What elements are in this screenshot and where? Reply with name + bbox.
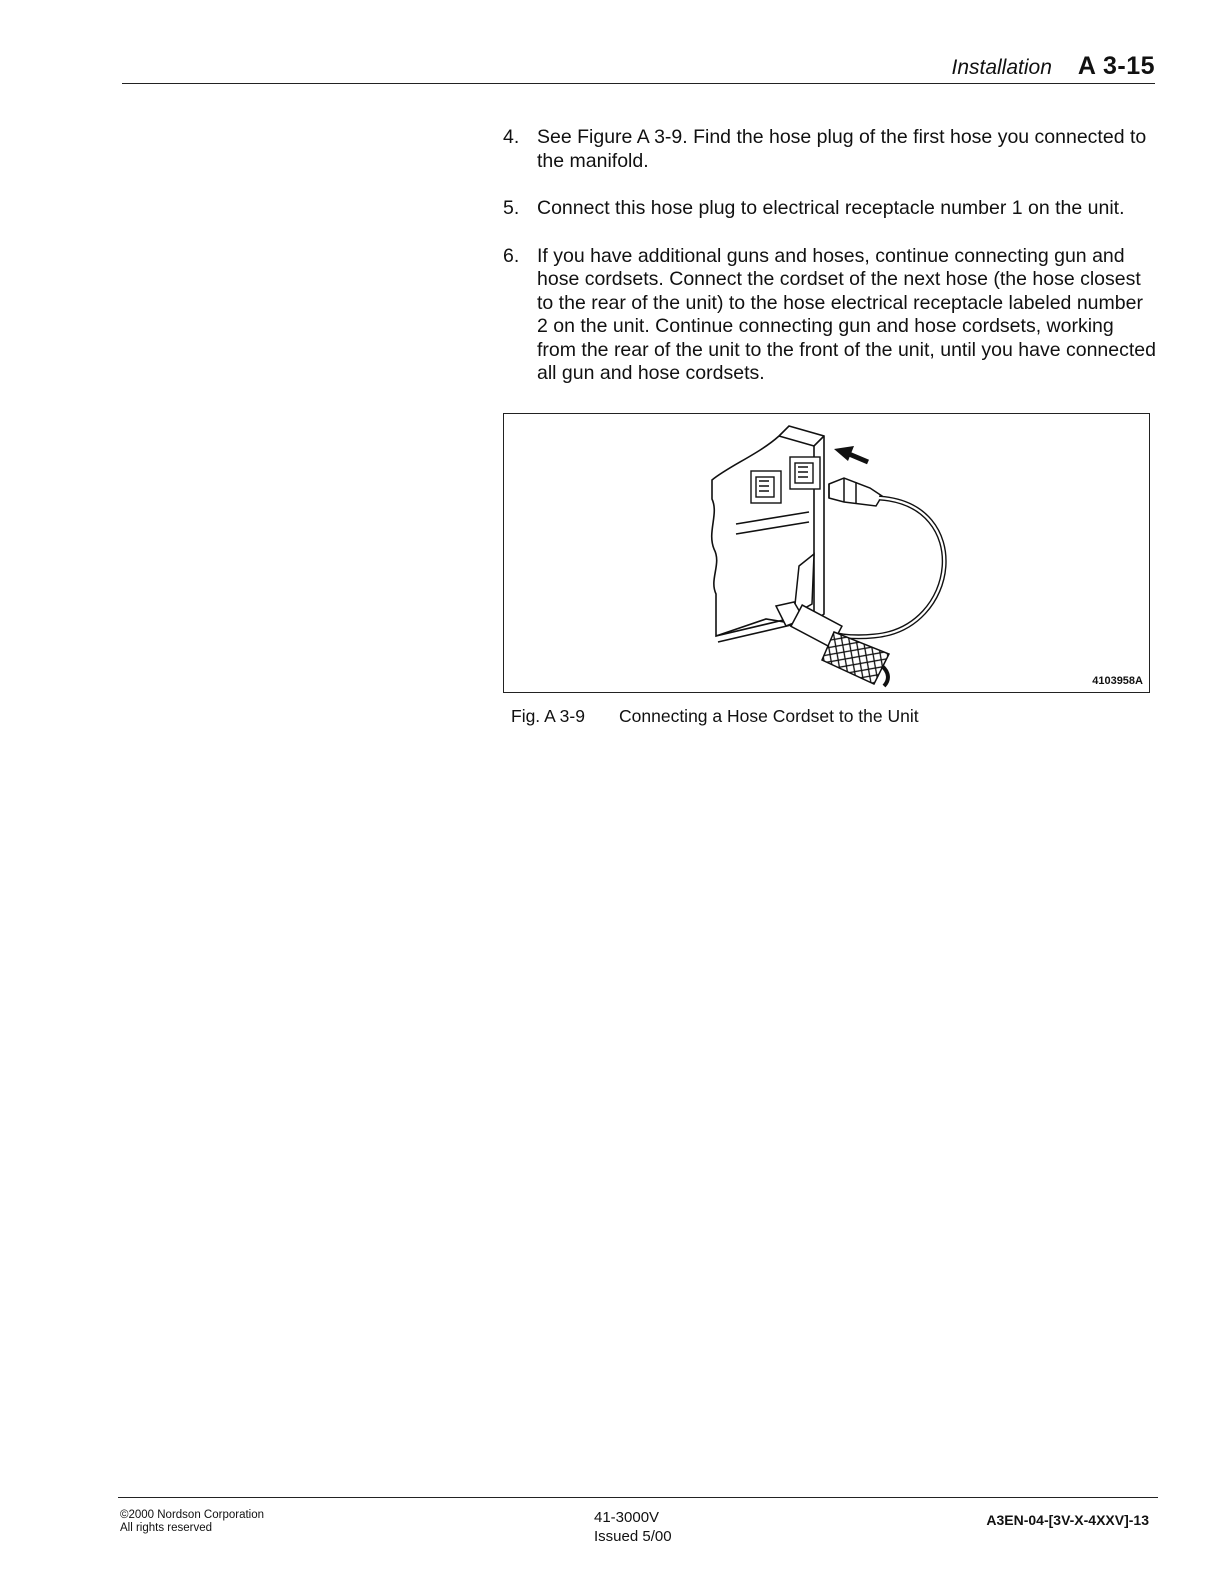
hose-cordset-illustration [504,414,1149,692]
header-divider [122,83,1155,84]
step-item [503,197,1158,221]
braided-hose [822,632,889,684]
caption-text: Connecting a Hose Cordset to the Unit [619,706,919,726]
step-number: 4. [503,126,520,148]
footer-copyright [120,1509,264,1535]
doc-number: 41-3000V [594,1509,660,1526]
step-number: 5. [503,197,520,219]
step-text: If you have additional guns and hoses, continue connecting gun and hose cordsets. Connect the cordset of the next hose (the hose closest to the rear of the unit) to the hose electrical receptacle labeled number 2 on the unit. Continue connecting gun and hose cordsets, working from the rear of the unit to the front of the unit, until you have connected all gun and hose cordsets. [537,244,1156,384]
step-item [503,245,1158,386]
cordset-cable [804,498,944,637]
direction-arrow-icon [834,446,868,462]
footer-doc-code: A3EN-04-[3V-X-4XXV]-13 [986,1512,1149,1528]
hose-plug [829,478,882,506]
rights-line: All rights reserved [120,1522,213,1534]
instruction-steps [503,126,1158,410]
footer-doc-info [594,1508,672,1546]
figure-hose-cordset [503,413,1150,693]
copyright-line: ©2000 Nordson Corporation [120,1509,265,1521]
step-text: Connect this hose plug to electrical receptacle number 1 on the unit. [537,197,1125,219]
step-text: See Figure A 3-9. Find the hose plug of the first hose you connected to the manifold. [537,126,1147,172]
header-page-number: A 3-15 [1077,52,1155,80]
header-section-title: Installation [951,56,1052,79]
footer-divider [118,1497,1158,1498]
figure-id-label: 4103958A [1092,675,1143,687]
caption-number: Fig. A 3-9 [511,706,585,726]
issued-date: Issued 5/00 [594,1528,672,1545]
step-item [503,126,1158,173]
figure-caption [511,706,919,727]
page-header [951,52,1155,81]
step-number: 6. [503,244,520,267]
